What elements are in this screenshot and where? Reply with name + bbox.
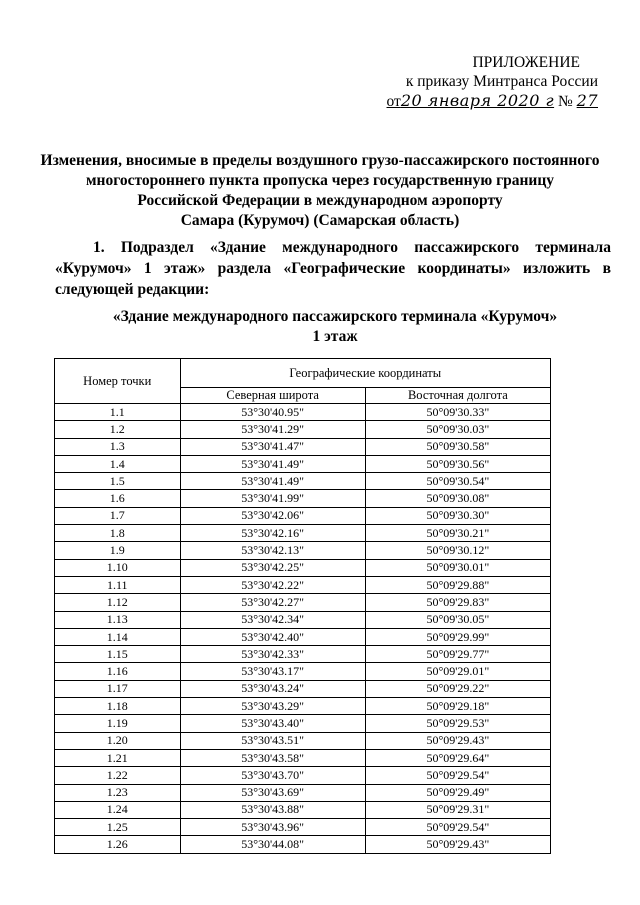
cell-latitude: 53°30'43.58"	[180, 749, 365, 766]
cell-point-number: 1.21	[55, 749, 181, 766]
handwritten-date: 20 января 2020 г	[400, 91, 555, 110]
table-row	[55, 421, 551, 438]
cell-latitude: 53°30'41.49"	[180, 455, 365, 472]
table-title-line: 1 этаж	[312, 328, 358, 345]
cell-latitude: 53°30'42.22"	[180, 576, 365, 593]
cell-longitude: 50°09'30.05"	[365, 611, 550, 628]
cell-latitude: 53°30'42.06"	[180, 507, 365, 524]
cell-latitude: 53°30'41.99"	[180, 490, 365, 507]
cell-latitude: 53°30'43.51"	[180, 732, 365, 749]
cell-point-number: 1.11	[55, 576, 181, 593]
heading-line: Российской Федерации в международном аэропорту	[137, 192, 503, 209]
cell-point-number: 1.16	[55, 663, 181, 680]
order-reference: к приказу Минтранса России	[405, 73, 598, 90]
cell-latitude: 53°30'43.88"	[180, 801, 365, 818]
table-row	[55, 525, 551, 542]
appendix-title: ПРИЛОЖЕНИЕ	[472, 54, 580, 71]
table-title-line: «Здание международного пассажирского терминала «Курумоч»	[112, 308, 558, 325]
cell-latitude: 53°30'40.95"	[180, 404, 365, 421]
cell-point-number: 1.5	[55, 473, 181, 490]
cell-latitude: 53°30'43.70"	[180, 767, 365, 784]
cell-longitude: 50°09'30.56"	[365, 455, 550, 472]
table-row	[55, 438, 551, 455]
cell-longitude: 50°09'30.01"	[365, 559, 550, 576]
number-prefix: №	[557, 93, 573, 110]
cell-latitude: 53°30'42.27"	[180, 594, 365, 611]
cell-longitude: 50°09'29.53"	[365, 715, 550, 732]
cell-latitude: 53°30'41.47"	[180, 438, 365, 455]
table-row	[55, 559, 551, 576]
cell-point-number: 1.2	[55, 421, 181, 438]
cell-point-number: 1.13	[55, 611, 181, 628]
handwritten-number: 27	[576, 91, 598, 110]
cell-latitude: 53°30'42.40"	[180, 628, 365, 645]
cell-latitude: 53°30'43.29"	[180, 698, 365, 715]
cell-latitude: 53°30'43.17"	[180, 663, 365, 680]
table-row	[55, 784, 551, 801]
amendment-paragraph	[55, 237, 611, 300]
cell-longitude: 50°09'29.54"	[365, 767, 550, 784]
cell-latitude: 53°30'42.34"	[180, 611, 365, 628]
paragraph-text: 1. Подраздел «Здание международного пассажирского терминала «Курумоч» 1 этаж» раздела «Географические координаты» изложить в следующей редакции:	[55, 239, 611, 298]
cell-longitude: 50°09'29.01"	[365, 663, 550, 680]
table-row	[55, 542, 551, 559]
cell-longitude: 50°09'30.12"	[365, 542, 550, 559]
col-header-geo: Географические координаты	[180, 359, 550, 388]
cell-longitude: 50°09'29.83"	[365, 594, 550, 611]
appendix-header	[358, 53, 598, 111]
cell-point-number: 1.22	[55, 767, 181, 784]
heading-line: многостороннего пункта пропуска через государственную границу	[85, 172, 555, 189]
cell-point-number: 1.9	[55, 542, 181, 559]
cell-longitude: 50°09'29.43"	[365, 836, 550, 853]
table-row	[55, 455, 551, 472]
cell-longitude: 50°09'30.21"	[365, 525, 550, 542]
table-row	[55, 767, 551, 784]
table-row	[55, 628, 551, 645]
cell-point-number: 1.8	[55, 525, 181, 542]
cell-longitude: 50°09'29.99"	[365, 628, 550, 645]
cell-point-number: 1.23	[55, 784, 181, 801]
cell-point-number: 1.26	[55, 836, 181, 853]
cell-point-number: 1.6	[55, 490, 181, 507]
coordinates-table	[54, 358, 551, 854]
cell-latitude: 53°30'42.33"	[180, 646, 365, 663]
cell-latitude: 53°30'42.25"	[180, 559, 365, 576]
table-row	[55, 576, 551, 593]
table-row	[55, 698, 551, 715]
cell-longitude: 50°09'30.58"	[365, 438, 550, 455]
cell-point-number: 1.19	[55, 715, 181, 732]
table-row	[55, 749, 551, 766]
cell-longitude: 50°09'29.64"	[365, 749, 550, 766]
table-row	[55, 732, 551, 749]
table-row	[55, 715, 551, 732]
cell-longitude: 50°09'29.77"	[365, 646, 550, 663]
table-title	[60, 307, 610, 347]
cell-point-number: 1.24	[55, 801, 181, 818]
table-row	[55, 819, 551, 836]
cell-latitude: 53°30'44.08"	[180, 836, 365, 853]
cell-point-number: 1.14	[55, 628, 181, 645]
cell-longitude: 50°09'29.43"	[365, 732, 550, 749]
cell-latitude: 53°30'43.69"	[180, 784, 365, 801]
cell-point-number: 1.3	[55, 438, 181, 455]
cell-latitude: 53°30'43.24"	[180, 680, 365, 697]
cell-longitude: 50°09'29.54"	[365, 819, 550, 836]
cell-longitude: 50°09'29.22"	[365, 680, 550, 697]
cell-longitude: 50°09'29.31"	[365, 801, 550, 818]
cell-latitude: 53°30'42.16"	[180, 525, 365, 542]
table-row	[55, 507, 551, 524]
cell-point-number: 1.1	[55, 404, 181, 421]
cell-longitude: 50°09'30.03"	[365, 421, 550, 438]
cell-latitude: 53°30'41.49"	[180, 473, 365, 490]
cell-longitude: 50°09'30.08"	[365, 490, 550, 507]
table-row	[55, 801, 551, 818]
cell-longitude: 50°09'30.30"	[365, 507, 550, 524]
document-heading	[40, 151, 600, 231]
table-row	[55, 473, 551, 490]
table-row	[55, 404, 551, 421]
cell-point-number: 1.20	[55, 732, 181, 749]
date-prefix: от	[386, 93, 401, 110]
cell-latitude: 53°30'41.29"	[180, 421, 365, 438]
col-header-lon: Восточная долгота	[365, 388, 550, 404]
cell-point-number: 1.12	[55, 594, 181, 611]
cell-point-number: 1.25	[55, 819, 181, 836]
heading-line: Изменения, вносимые в пределы воздушного грузо-пассажирского постоянного	[40, 152, 600, 169]
cell-point-number: 1.10	[55, 559, 181, 576]
cell-latitude: 53°30'43.40"	[180, 715, 365, 732]
cell-point-number: 1.4	[55, 455, 181, 472]
table-row	[55, 490, 551, 507]
cell-point-number: 1.17	[55, 680, 181, 697]
col-header-lat: Северная широта	[180, 388, 365, 404]
table-row	[55, 663, 551, 680]
table-row	[55, 680, 551, 697]
table-row	[55, 611, 551, 628]
cell-latitude: 53°30'43.96"	[180, 819, 365, 836]
order-date-line	[358, 91, 598, 111]
cell-longitude: 50°09'30.33"	[365, 404, 550, 421]
table-row	[55, 836, 551, 853]
cell-longitude: 50°09'29.49"	[365, 784, 550, 801]
col-header-point: Номер точки	[55, 359, 181, 404]
table-row	[55, 646, 551, 663]
cell-point-number: 1.18	[55, 698, 181, 715]
cell-latitude: 53°30'42.13"	[180, 542, 365, 559]
cell-longitude: 50°09'29.88"	[365, 576, 550, 593]
heading-line: Самара (Курумоч) (Самарская область)	[180, 212, 460, 229]
cell-point-number: 1.15	[55, 646, 181, 663]
cell-longitude: 50°09'29.18"	[365, 698, 550, 715]
table-row	[55, 594, 551, 611]
cell-longitude: 50°09'30.54"	[365, 473, 550, 490]
cell-point-number: 1.7	[55, 507, 181, 524]
